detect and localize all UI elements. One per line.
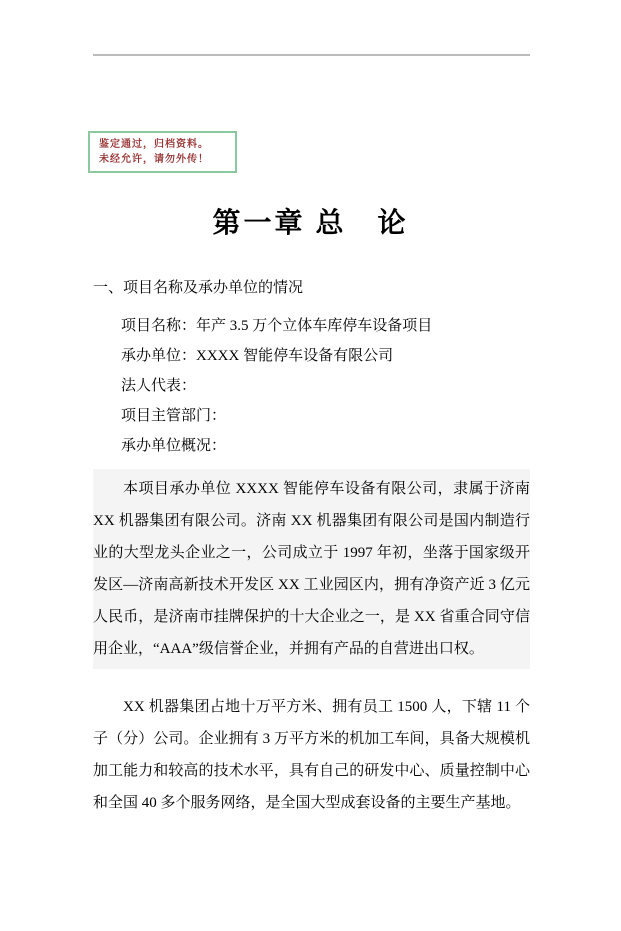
group-description-paragraph: XX 机器集团占地十万平方米、拥有员工 1500 人，下辖 11 个子（分）公司。企业拥有 3 万平方米的机加工车间，具备大规模机加工能力和较高的技术水平，具有自己的研发中心、质量控制中心和全国 40 多个服务网络，是全国大型成套设备的主要生产基地。: [93, 699, 530, 811]
document-page: [0, 54, 621, 931]
field-legal-representative: 法人代表：: [121, 378, 197, 394]
field-unit-overview: 承办单位概况：: [121, 438, 227, 454]
header-rule: [93, 54, 530, 56]
stamp-line-2: 未经允许，请勿外传！: [99, 154, 209, 165]
section-heading: 一、项目名称及承办单位的情况: [93, 280, 304, 296]
field-undertaking-unit: 承办单位：XXXX 智能停车设备有限公司: [121, 348, 394, 364]
field-project-name: 项目名称：年产 3.5 万个立体车库停车设备项目: [121, 318, 433, 334]
stamp-line-1: 鉴定通过，归档资料。: [99, 139, 209, 150]
confidential-stamp: [88, 131, 237, 173]
field-list: [93, 311, 530, 461]
chapter-title: 第一章 总 论: [212, 208, 409, 239]
document-body: [93, 279, 530, 819]
field-supervising-department: 项目主管部门：: [121, 408, 227, 424]
company-overview-paragraph: 本项目承办单位 XXXX 智能停车设备有限公司，隶属于济南 XX 机器集团有限公司。济南 XX 机器集团有限公司是国内制造行业的大型龙头企业之一，公司成立于 1997 年初，坐落于国家级开发区—济南高新技术开发区 XX 工业园区内，拥有净资产近 3 亿元人民币，是济南市挂牌保护的十大企业之一，是 XX 省重合同守信用企业，“AAA”级信誉企业，并拥有产品的自营进出口权。: [93, 469, 530, 669]
